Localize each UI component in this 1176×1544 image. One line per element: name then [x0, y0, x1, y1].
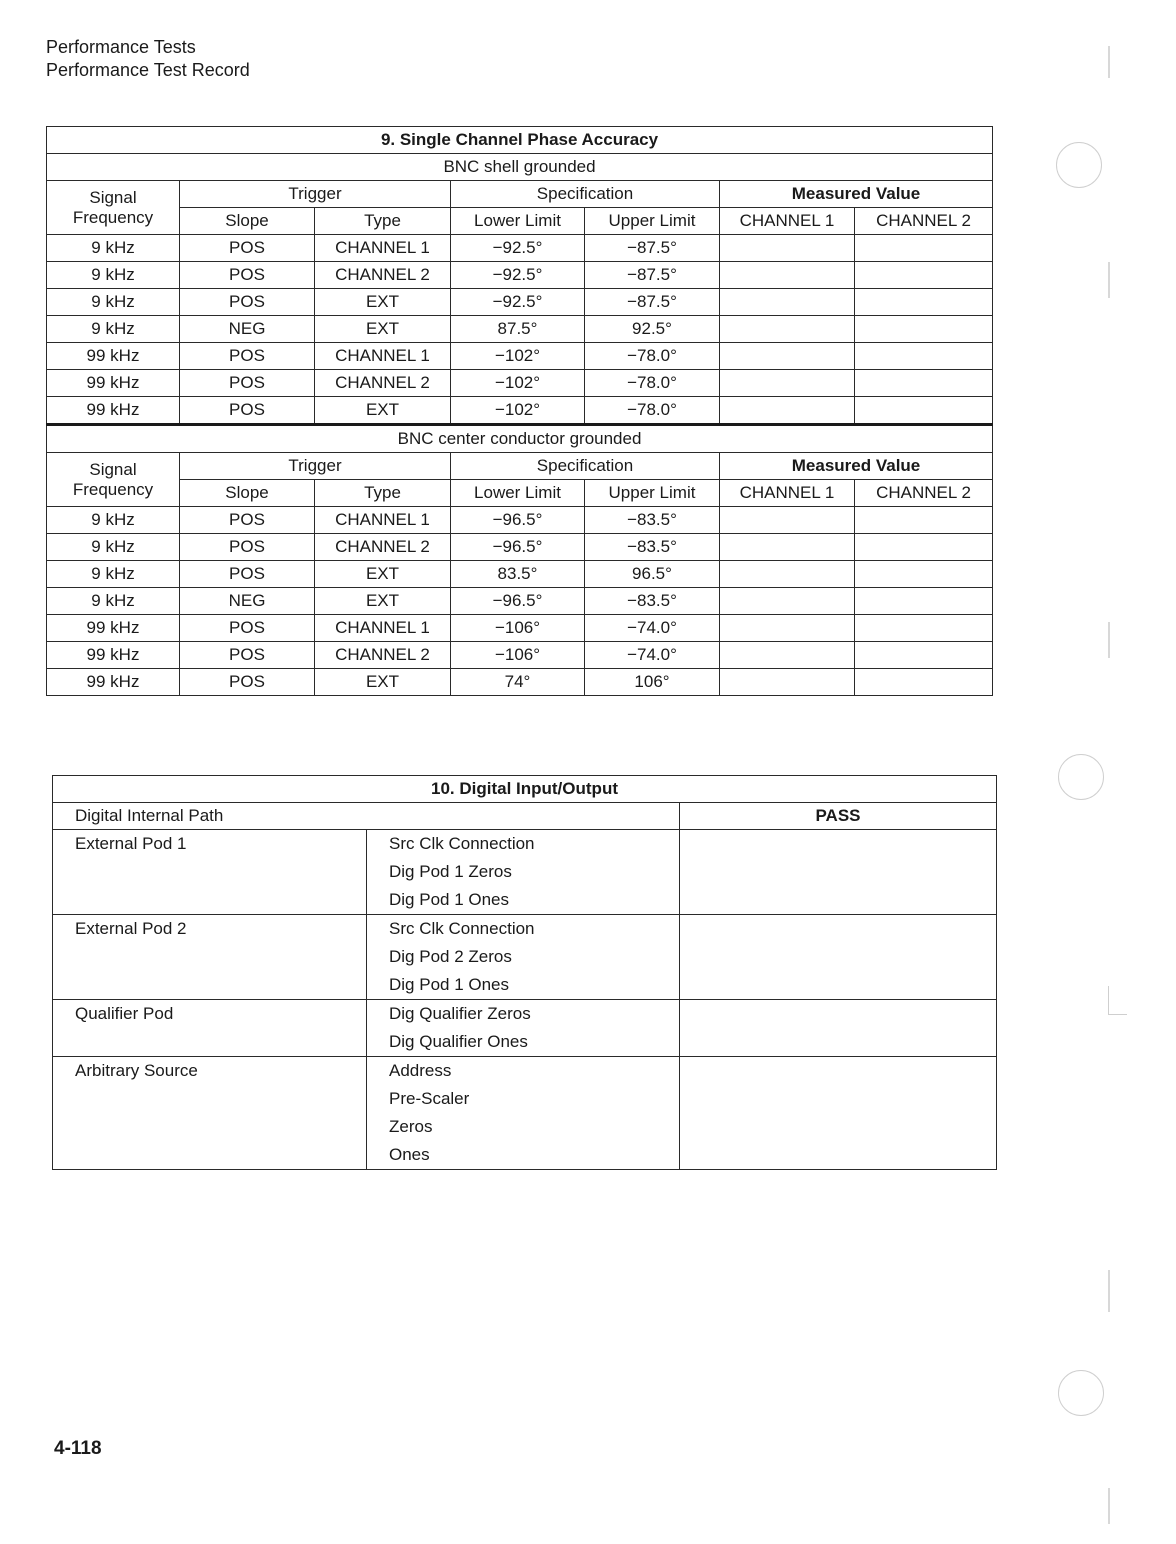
margin-tab-mark: [1108, 46, 1110, 78]
pass-entry-cell[interactable]: [680, 830, 997, 915]
slope-cell: POS: [180, 262, 315, 289]
column-header-type: Type: [315, 208, 451, 235]
binder-hole-mark: [1056, 142, 1102, 188]
trigger-type-cell: CHANNEL 1: [315, 235, 451, 262]
binder-hole-mark: [1058, 754, 1104, 800]
section-heading: BNC center conductor grounded: [47, 425, 993, 453]
column-header-pass: PASS: [680, 803, 997, 830]
trigger-type-cell: EXT: [315, 561, 451, 588]
margin-tab-mark: [1108, 1488, 1110, 1524]
section-heading-row: [47, 425, 993, 453]
upper-limit-cell: −87.5°: [585, 235, 720, 262]
column-header-slope: Slope: [180, 480, 315, 507]
margin-tab-mark: [1108, 622, 1110, 658]
column-subheader-row: [47, 480, 993, 507]
path-test-item: Ones: [389, 1145, 430, 1164]
measured-channel-1-entry[interactable]: [720, 235, 855, 262]
upper-limit-cell: −78.0°: [585, 397, 720, 425]
path-group-row: [53, 1057, 997, 1170]
section-heading: BNC shell grounded: [47, 154, 993, 181]
measured-channel-1-entry[interactable]: [720, 615, 855, 642]
measured-channel-2-entry[interactable]: [855, 642, 993, 669]
measured-channel-2-entry[interactable]: [855, 588, 993, 615]
lower-limit-cell: −102°: [451, 397, 585, 425]
table-row: [47, 642, 993, 669]
path-group-name: External Pod 1: [53, 830, 367, 915]
lower-limit-cell: −96.5°: [451, 588, 585, 615]
slope-cell: POS: [180, 343, 315, 370]
measured-channel-2-entry[interactable]: [855, 669, 993, 696]
margin-tab-mark: [1108, 1270, 1110, 1312]
trigger-type-cell: EXT: [315, 289, 451, 316]
slope-cell: POS: [180, 642, 315, 669]
trigger-type-cell: CHANNEL 1: [315, 615, 451, 642]
column-header-signal-frequency: Signal Frequency: [47, 181, 180, 235]
measured-channel-1-entry[interactable]: [720, 561, 855, 588]
slope-cell: POS: [180, 235, 315, 262]
table-row: [47, 343, 993, 370]
signal-frequency-cell: 9 kHz: [47, 262, 180, 289]
measured-channel-2-entry[interactable]: [855, 262, 993, 289]
margin-tab-mark: [1108, 262, 1110, 298]
path-test-item: Dig Qualifier Ones: [389, 1032, 528, 1051]
upper-limit-cell: −83.5°: [585, 534, 720, 561]
table-row: [47, 397, 993, 425]
path-group-row: [53, 830, 997, 915]
lower-limit-cell: −92.5°: [451, 289, 585, 316]
slope-cell: NEG: [180, 588, 315, 615]
column-header-upper-limit: Upper Limit: [585, 208, 720, 235]
measured-channel-1-entry[interactable]: [720, 316, 855, 343]
column-header-channel-2: CHANNEL 2: [855, 208, 993, 235]
signal-frequency-cell: 9 kHz: [47, 561, 180, 588]
column-header-trigger: Trigger: [180, 453, 451, 480]
phase-accuracy-table: [46, 126, 993, 696]
path-test-item: Src Clk Connection: [389, 834, 535, 853]
section-heading-row: [47, 154, 993, 181]
measured-channel-2-entry[interactable]: [855, 507, 993, 534]
path-test-list: [367, 1000, 680, 1057]
signal-frequency-cell: 99 kHz: [47, 397, 180, 425]
slope-cell: POS: [180, 289, 315, 316]
column-header-row: [47, 453, 993, 480]
table-row: [47, 370, 993, 397]
column-header-upper-limit: Upper Limit: [585, 480, 720, 507]
pass-entry-cell[interactable]: [680, 1000, 997, 1057]
upper-limit-cell: −83.5°: [585, 507, 720, 534]
column-header-lower-limit: Lower Limit: [451, 480, 585, 507]
column-header-channel-1: CHANNEL 1: [720, 480, 855, 507]
measured-channel-2-entry[interactable]: [855, 534, 993, 561]
path-group-row: [53, 1000, 997, 1057]
trigger-type-cell: EXT: [315, 316, 451, 343]
path-test-item: Dig Pod 1 Zeros: [389, 862, 512, 881]
signal-frequency-cell: 9 kHz: [47, 316, 180, 343]
lower-limit-cell: −106°: [451, 642, 585, 669]
upper-limit-cell: −74.0°: [585, 615, 720, 642]
measured-channel-1-entry[interactable]: [720, 343, 855, 370]
path-test-item: Dig Pod 1 Ones: [389, 890, 510, 909]
signal-frequency-cell: 99 kHz: [47, 343, 180, 370]
path-test-item: Dig Qualifier Zeros: [389, 1004, 531, 1023]
measured-channel-2-entry[interactable]: [855, 235, 993, 262]
slope-cell: POS: [180, 669, 315, 696]
signal-frequency-cell: 99 kHz: [47, 615, 180, 642]
signal-frequency-cell: 99 kHz: [47, 669, 180, 696]
measured-channel-1-entry[interactable]: [720, 507, 855, 534]
digital-io-table: [52, 775, 997, 1170]
trigger-type-cell: CHANNEL 2: [315, 534, 451, 561]
upper-limit-cell: 96.5°: [585, 561, 720, 588]
measured-channel-2-entry[interactable]: [855, 561, 993, 588]
lower-limit-cell: −96.5°: [451, 507, 585, 534]
lower-limit-cell: −92.5°: [451, 262, 585, 289]
table-row: [47, 561, 993, 588]
measured-channel-2-entry[interactable]: [855, 316, 993, 343]
table-row: [47, 507, 993, 534]
pass-entry-cell[interactable]: [680, 1057, 997, 1170]
column-header-measured-value: Measured Value: [720, 181, 993, 208]
column-header-specification: Specification: [451, 181, 720, 208]
column-header-channel-2: CHANNEL 2: [855, 480, 993, 507]
trigger-type-cell: CHANNEL 2: [315, 370, 451, 397]
signal-frequency-cell: 9 kHz: [47, 588, 180, 615]
header-section-title: Performance Tests: [46, 37, 196, 57]
header-record-title: Performance Test Record: [46, 60, 250, 80]
trigger-type-cell: EXT: [315, 669, 451, 696]
path-test-item: Zeros: [389, 1117, 433, 1136]
column-header-specification: Specification: [451, 453, 720, 480]
lower-limit-cell: −96.5°: [451, 534, 585, 561]
slope-cell: POS: [180, 561, 315, 588]
binder-hole-mark: [1058, 1370, 1104, 1416]
table-row: [47, 235, 993, 262]
path-test-list: [367, 830, 680, 915]
table-row: [47, 534, 993, 561]
measured-channel-1-entry[interactable]: [720, 534, 855, 561]
trigger-type-cell: EXT: [315, 588, 451, 615]
measured-channel-1-entry[interactable]: [720, 262, 855, 289]
trigger-type-cell: EXT: [315, 397, 451, 425]
slope-cell: POS: [180, 615, 315, 642]
upper-limit-cell: 92.5°: [585, 316, 720, 343]
lower-limit-cell: −106°: [451, 615, 585, 642]
upper-limit-cell: 106°: [585, 669, 720, 696]
measured-channel-2-entry[interactable]: [855, 370, 993, 397]
table-row: [47, 588, 993, 615]
upper-limit-cell: −83.5°: [585, 588, 720, 615]
measured-channel-2-entry[interactable]: [855, 615, 993, 642]
table-row: [47, 289, 993, 316]
path-group-name: Qualifier Pod: [53, 1000, 367, 1057]
measured-channel-1-entry[interactable]: [720, 370, 855, 397]
table-title: 10. Digital Input/Output: [53, 776, 997, 803]
path-test-item: Address: [389, 1061, 452, 1080]
upper-limit-cell: −87.5°: [585, 262, 720, 289]
path-test-item: Pre-Scaler: [389, 1089, 470, 1108]
lower-limit-cell: 74°: [451, 669, 585, 696]
column-header-trigger: Trigger: [180, 181, 451, 208]
trigger-type-cell: CHANNEL 2: [315, 262, 451, 289]
slope-cell: POS: [180, 534, 315, 561]
signal-frequency-cell: 9 kHz: [47, 534, 180, 561]
measured-channel-2-entry[interactable]: [855, 343, 993, 370]
lower-limit-cell: −92.5°: [451, 235, 585, 262]
column-header-channel-1: CHANNEL 1: [720, 208, 855, 235]
lower-limit-cell: 83.5°: [451, 561, 585, 588]
lower-limit-cell: −102°: [451, 343, 585, 370]
slope-cell: POS: [180, 507, 315, 534]
measured-channel-1-entry[interactable]: [720, 669, 855, 696]
measured-channel-1-entry[interactable]: [720, 397, 855, 425]
path-test-list: [367, 1057, 680, 1170]
signal-frequency-cell: 99 kHz: [47, 642, 180, 669]
trigger-type-cell: CHANNEL 1: [315, 507, 451, 534]
upper-limit-cell: −74.0°: [585, 642, 720, 669]
path-test-list: [367, 915, 680, 1000]
path-test-item: Src Clk Connection: [389, 919, 535, 938]
trigger-type-cell: CHANNEL 1: [315, 343, 451, 370]
slope-cell: NEG: [180, 316, 315, 343]
column-header-measured-value: Measured Value: [720, 453, 993, 480]
measured-channel-2-entry[interactable]: [855, 289, 993, 316]
lower-limit-cell: 87.5°: [451, 316, 585, 343]
column-header-row: [47, 181, 993, 208]
column-header-lower-limit: Lower Limit: [451, 208, 585, 235]
measured-channel-2-entry[interactable]: [855, 397, 993, 425]
slope-cell: POS: [180, 397, 315, 425]
column-header-signal-frequency: Signal Frequency: [47, 453, 180, 507]
column-subheader-row: [47, 208, 993, 235]
upper-limit-cell: −87.5°: [585, 289, 720, 316]
margin-tab-mark: [1108, 986, 1127, 1015]
upper-limit-cell: −78.0°: [585, 370, 720, 397]
measured-channel-1-entry[interactable]: [720, 588, 855, 615]
page-number: 4-118: [54, 1438, 102, 1459]
measured-channel-1-entry[interactable]: [720, 642, 855, 669]
table-row: [47, 262, 993, 289]
path-group-name: External Pod 2: [53, 915, 367, 1000]
slope-cell: POS: [180, 370, 315, 397]
measured-channel-1-entry[interactable]: [720, 289, 855, 316]
signal-frequency-cell: 9 kHz: [47, 289, 180, 316]
path-test-item: Dig Pod 1 Ones: [389, 975, 510, 994]
table-row: [47, 669, 993, 696]
table-title: 9. Single Channel Phase Accuracy: [47, 127, 993, 154]
trigger-type-cell: CHANNEL 2: [315, 642, 451, 669]
path-group-row: [53, 915, 997, 1000]
lower-limit-cell: −102°: [451, 370, 585, 397]
signal-frequency-cell: 99 kHz: [47, 370, 180, 397]
upper-limit-cell: −78.0°: [585, 343, 720, 370]
signal-frequency-cell: 9 kHz: [47, 507, 180, 534]
column-header-slope: Slope: [180, 208, 315, 235]
table-row: [47, 615, 993, 642]
signal-frequency-cell: 9 kHz: [47, 235, 180, 262]
pass-entry-cell[interactable]: [680, 915, 997, 1000]
path-group-name: Arbitrary Source: [53, 1057, 367, 1170]
running-header: [46, 36, 250, 82]
column-header-type: Type: [315, 480, 451, 507]
table-row: [47, 316, 993, 343]
column-header-path: Digital Internal Path: [53, 803, 680, 830]
path-test-item: Dig Pod 2 Zeros: [389, 947, 512, 966]
